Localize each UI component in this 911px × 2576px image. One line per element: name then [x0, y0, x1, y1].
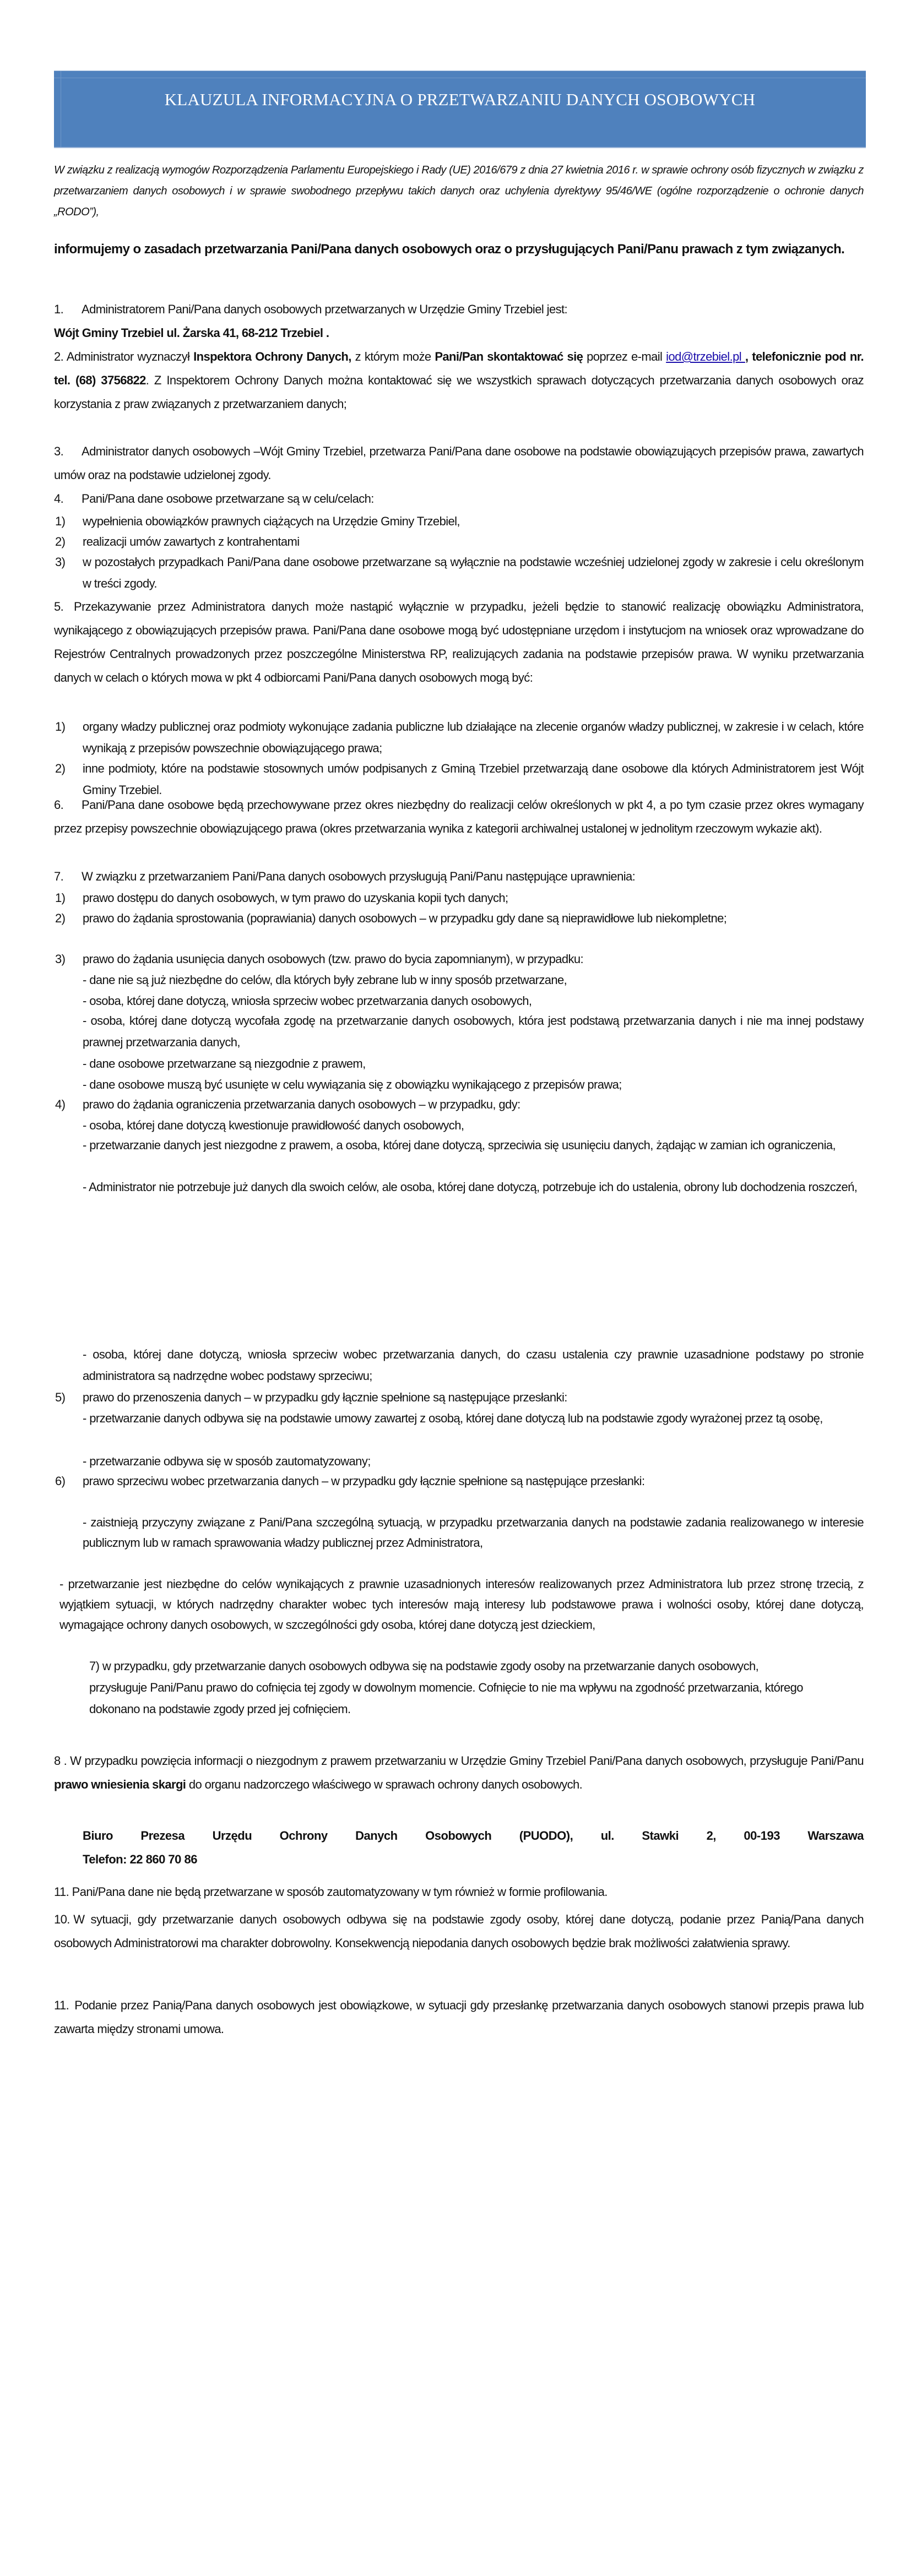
item-number: 1) — [55, 891, 66, 905]
item-number: 1) — [55, 720, 66, 733]
item-text: prawo do żądania ograniczenia przetwarzania danych osobowych – w przypadku, gdy: — [83, 1097, 520, 1111]
condition-item: - osoba, której dane dotyczą wycofała zgodę na przetwarzanie danych osobowych, która jest podstawą przetwarzania danych i nie ma innej podstawy prawnej przetwarzania danych, — [83, 1014, 864, 1049]
right-item — [55, 887, 864, 909]
section-number: 5. — [54, 600, 64, 613]
intro-paragraph: W związku z realizacją wymogów Rozporządzenia Parlamentu Europejskiego i Rady (UE) 2016/679 z dnia 27 kwietnia 2016 r. w sprawie ochrony osób fizycznych w związku z przetwarzaniem danych osobowych i w sprawie swobodnego przepływu takich danych oraz uchylenia dyrektywy 95/46/WE (ogólne rozporządzenie o ochronie danych „RODO”), — [54, 164, 864, 218]
right-item — [55, 1387, 864, 1408]
list-item — [55, 531, 864, 552]
section-5 — [54, 595, 864, 689]
condition-item: - osoba, której dane dotyczą, wniosła sprzeciw wobec przetwarzania danych osobowych, — [83, 994, 532, 1008]
item-number: 4) — [55, 1097, 66, 1111]
right-item — [55, 1094, 864, 1115]
item-number: 2) — [55, 762, 66, 775]
section-text: W związku z przetwarzaniem Pani/Pana danych osobowych przysługują Pani/Panu następujące uprawnienia: — [82, 869, 636, 883]
condition-item: - dane osobowe przetwarzane są niezgodnie z prawem, — [83, 1057, 366, 1070]
section-10 — [54, 1907, 864, 1955]
item-number: 1) — [55, 514, 66, 528]
condition-item: - Administrator nie potrzebuje już danych dla swoich celów, ale osoba, której dane dotyczą, potrzebuje ich do ustalenia, obrony lub dochodzenia roszczeń, — [83, 1180, 858, 1194]
section-number: 1. — [54, 302, 64, 316]
iod-label: Inspektora Ochrony Danych, — [193, 350, 351, 363]
item-number: 3) — [55, 952, 66, 966]
section-11-obligatory — [54, 1993, 864, 2041]
item-text: prawo sprzeciwu wobec przetwarzania danych – w przypadku gdy łącznie spełnione są następujące przesłanki: — [83, 1474, 645, 1488]
item-text: prawo do żądania usunięcia danych osobowych (tzw. prawo do bycia zapomnianym), w przypadku: — [83, 952, 584, 966]
section-text: 8 . W przypadku powzięcia informacji o niezgodnym z prawem przetwarzaniu w Urzędzie Gminy Trzebiel Pani/Pana danych osobowych, przysługuje Pani/Panu — [54, 1754, 864, 1768]
section-4 — [54, 487, 864, 510]
section-1 — [54, 297, 864, 345]
section-3 — [54, 439, 864, 487]
section-2 — [54, 345, 864, 416]
condition-item: - przetwarzanie danych odbywa się na podstawie umowy zawartej z osobą, której dane dotyczą lub na podstawie zgody wyrażonej przez tą osobę, — [83, 1411, 823, 1425]
item-text: prawo do przenoszenia danych – w przypadku gdy łącznie spełnione są następujące przesłanki: — [83, 1390, 567, 1404]
phone-number: telefonicznie pod nr. tel. (68) 3756822 — [54, 350, 864, 387]
list-item — [55, 551, 864, 594]
section-text: Pani/Pana dane osobowe będą przechowywane przez okres niezbędny do realizacji celów określonych w pkt 4, a po tym czasie przez okres wymagany przez przepisy powszechnie obowiązującego prawa (okres przetwarzania wynika z kategorii archiwalnej ustalonej w jednolitym rzeczowym wykazie akt). — [54, 798, 864, 835]
item-text: wypełnienia obowiązków prawnych ciążących na Urzędzie Gminy Trzebiel, — [83, 514, 460, 528]
list-item — [55, 510, 864, 532]
condition-item — [59, 1574, 864, 1635]
right-item — [55, 1470, 864, 1492]
lead-paragraph: informujemy o zasadach przetwarzania Pani/Pana danych osobowych oraz o przysługujących Pani/Panu prawach z tym związanych. — [54, 242, 845, 257]
page-title: KLAUZULA INFORMACYJNA O PRZETWARZANIU DANYCH OSOBOWYCH — [164, 90, 756, 109]
item-text: realizacji umów zawartych z kontrahentami — [83, 535, 300, 548]
item-text: inne podmioty, które na podstawie stosownych umów podpisanych z Gminą Trzebiel przetwarzają dane osobowe dla których Administratorem jest Wójt Gminy Trzebiel. — [83, 762, 864, 797]
item-number: 2) — [55, 911, 66, 925]
section-8 — [54, 1749, 864, 1796]
puodo-phone: Telefon: 22 860 70 86 — [83, 1852, 197, 1866]
separator: , — [745, 350, 752, 363]
section-number: 11. — [54, 1998, 69, 2012]
condition-item: - zaistnieją przyczyny związane z Pani/Pana szczególną sytuacją, w przypadku przetwarzania danych na podstawie zadania realizowanego w interesie publicznym lub w ramach sprawowania władzy publicznej przez Administratora, — [83, 1515, 864, 1550]
section-text: Podanie przez Panią/Pana danych osobowych jest obowiązkowe, w sytuacji gdy przesłankę przetwarzania danych osobowych stanowi przepis prawa lub zawarta między stronami umowa. — [54, 1998, 864, 2036]
section-text: Administratorem Pani/Pana danych osobowych przetwarzanych w Urzędzie Gminy Trzebiel jest: — [82, 302, 567, 316]
condition-item: - osoba, której dane dotyczą kwestionuje prawidłowość danych osobowych, — [83, 1118, 464, 1132]
section-text: 2. Administrator wyznaczył — [54, 350, 194, 363]
section-text: do organu nadzorczego właściwego w sprawach ochrony danych osobowych. — [186, 1778, 583, 1791]
section-text: poprzez e-mail — [583, 350, 666, 363]
section-11-profiling: 11. Pani/Pana dane nie będą przetwarzane w sposób zautomatyzowany w tym również w formie profilowania. — [54, 1885, 608, 1899]
right-item — [55, 948, 864, 970]
item-text: organy władzy publicznej oraz podmioty wykonujące zadania publiczne lub działające na zlecenie organów władzy publicznej, w zakresie i w celach, które wynikają z przepisów powszechnie obowiązującego prawa; — [83, 720, 864, 755]
section-number: 3. — [54, 444, 64, 458]
list-item — [55, 716, 864, 759]
puodo-address: Biuro Prezesa Urzędu Ochrony Danych Osobowych (PUODO), ul. Stawki 2, 00-193 Warszawa — [83, 1829, 864, 1843]
administrator-address: Wójt Gminy Trzebiel ul. Żarska 41, 68-212 Trzebiel . — [54, 326, 329, 340]
condition-item: - dane osobowe muszą być usunięte w celu wywiązania się z obowiązku wynikającego z przepisów prawa; — [83, 1078, 622, 1091]
item-number: 3) — [55, 555, 66, 569]
condition-item: - przetwarzanie odbywa się w sposób zautomatyzowany; — [83, 1454, 371, 1468]
condition-item: - przetwarzanie danych jest niezgodne z prawem, a osoba, której dane dotyczą, sprzeciwia się usunięciu danych, żądając w zamian ich ograniczenia, — [83, 1138, 836, 1152]
condition-text: - przetwarzanie jest niezbędne do celów wynikających z prawnie uzasadnionych interesów realizowanych przez Administratora lub przez stronę trzecią, z wyjątkiem sytuacji, w których nadrzędny charakter wobec tych interesów mają interesy lub podstawowe prawa i wolności osoby, której dane dotyczą, wymagające ochrony danych osobowych, w szczególności gdy osoba, której dane dotyczą jest dzieckiem, — [59, 1577, 864, 1632]
title-banner — [54, 70, 866, 148]
item-number: 5) — [55, 1390, 66, 1404]
condition-item: - osoba, której dane dotyczą, wniosła sprzeciw wobec przetwarzania danych, do czasu ustalenia czy prawnie uzasadnione podstawy po stronie administratora są nadrzędne wobec podstawy sprzeciwu; — [83, 1347, 864, 1383]
section-text: Pani/Pana dane osobowe przetwarzane są w celu/celach: — [82, 492, 374, 506]
condition-item: - dane nie są już niezbędne do celów, dla których były zebrane lub w inny sposób przetwarzane, — [83, 973, 567, 987]
item-number: 2) — [55, 535, 66, 548]
section-text: W sytuacji, gdy przetwarzanie danych osobowych odbywa się na podstawie zgody osoby, której dane dotyczą, podanie przez Panią/Pana danych osobowych Administratorowi ma charakter dobrowolny. Konsekwencją niepodania danych osobowych będzie brak możliwości załatwienia sprawy. — [54, 1912, 864, 1950]
email-link[interactable]: iod@trzebiel.pl — [666, 350, 745, 363]
section-number: 10. — [54, 1912, 70, 1926]
right-item — [55, 907, 864, 929]
section-number: 7. — [54, 869, 64, 883]
section-text: . Z Inspektorem Ochrony Danych można kontaktować się we wszystkich sprawach dotyczących przetwarzania danych osobowych oraz korzystania z praw związanych z przetwarzaniem danych; — [54, 373, 864, 411]
section-6 — [54, 793, 864, 840]
section-number: 6. — [54, 798, 64, 812]
section-number: 4. — [54, 492, 64, 506]
section-7 — [54, 865, 864, 888]
contact-label: Pani/Pan skontaktować się — [435, 350, 583, 363]
item-text: prawo dostępu do danych osobowych, w tym prawo do uzyskania kopii tych danych; — [83, 891, 508, 905]
section-text: Administrator danych osobowych –Wójt Gminy Trzebiel, przetwarza Pani/Pana dane osobowe na podstawie obowiązujących przepisów prawa, zawartych umów oraz na podstawie udzielonej zgody. — [54, 444, 864, 482]
right-item-7: 7) w przypadku, gdy przetwarzanie danych osobowych odbywa się na podstawie zgody osoby na przetwarzanie danych osobowych, przysługuje Pani/Panu prawo do cofnięcia tej zgody w dowolnym momencie. Cofnięcie to nie ma wpływu na zgodność przetwarzania, którego dokonano na podstawie zgody przed jej cofnięciem. — [89, 1659, 803, 1716]
section-text: Przekazywanie przez Administratora danych może nastąpić wyłącznie w przypadku, jeżeli będzie to stanowić realizację obowiązku Administratora, wynikającego z obowiązujących przepisów prawa. Pani/Pana dane osobowe mogą być udostępniane urzędom i instytucjom na wniosek oraz wprowadzane do Rejestrów Centralnych prowadzonych przez poszczególne Ministerstwa RP, realizujących zadania na podstawie przepisów prawa. W wyniku przetwarzania danych w celach o których mowa w pkt 4 odbiorcami Pani/Pana danych osobowych mogą być: — [54, 600, 864, 684]
item-text: w pozostałych przypadkach Pani/Pana dane osobowe przetwarzane są wyłącznie na podstawie wcześniej udzielonej zgody w zakresie i celu określonym w treści zgody. — [83, 555, 864, 590]
item-number: 6) — [55, 1474, 66, 1488]
section-text: z którym może — [351, 350, 435, 363]
item-text: prawo do żądania sprostowania (poprawiania) danych osobowych – w przypadku gdy dane są nieprawidłowe lub niekompletne; — [83, 911, 727, 925]
complaint-right-label: prawo wniesienia skargi — [54, 1778, 186, 1791]
